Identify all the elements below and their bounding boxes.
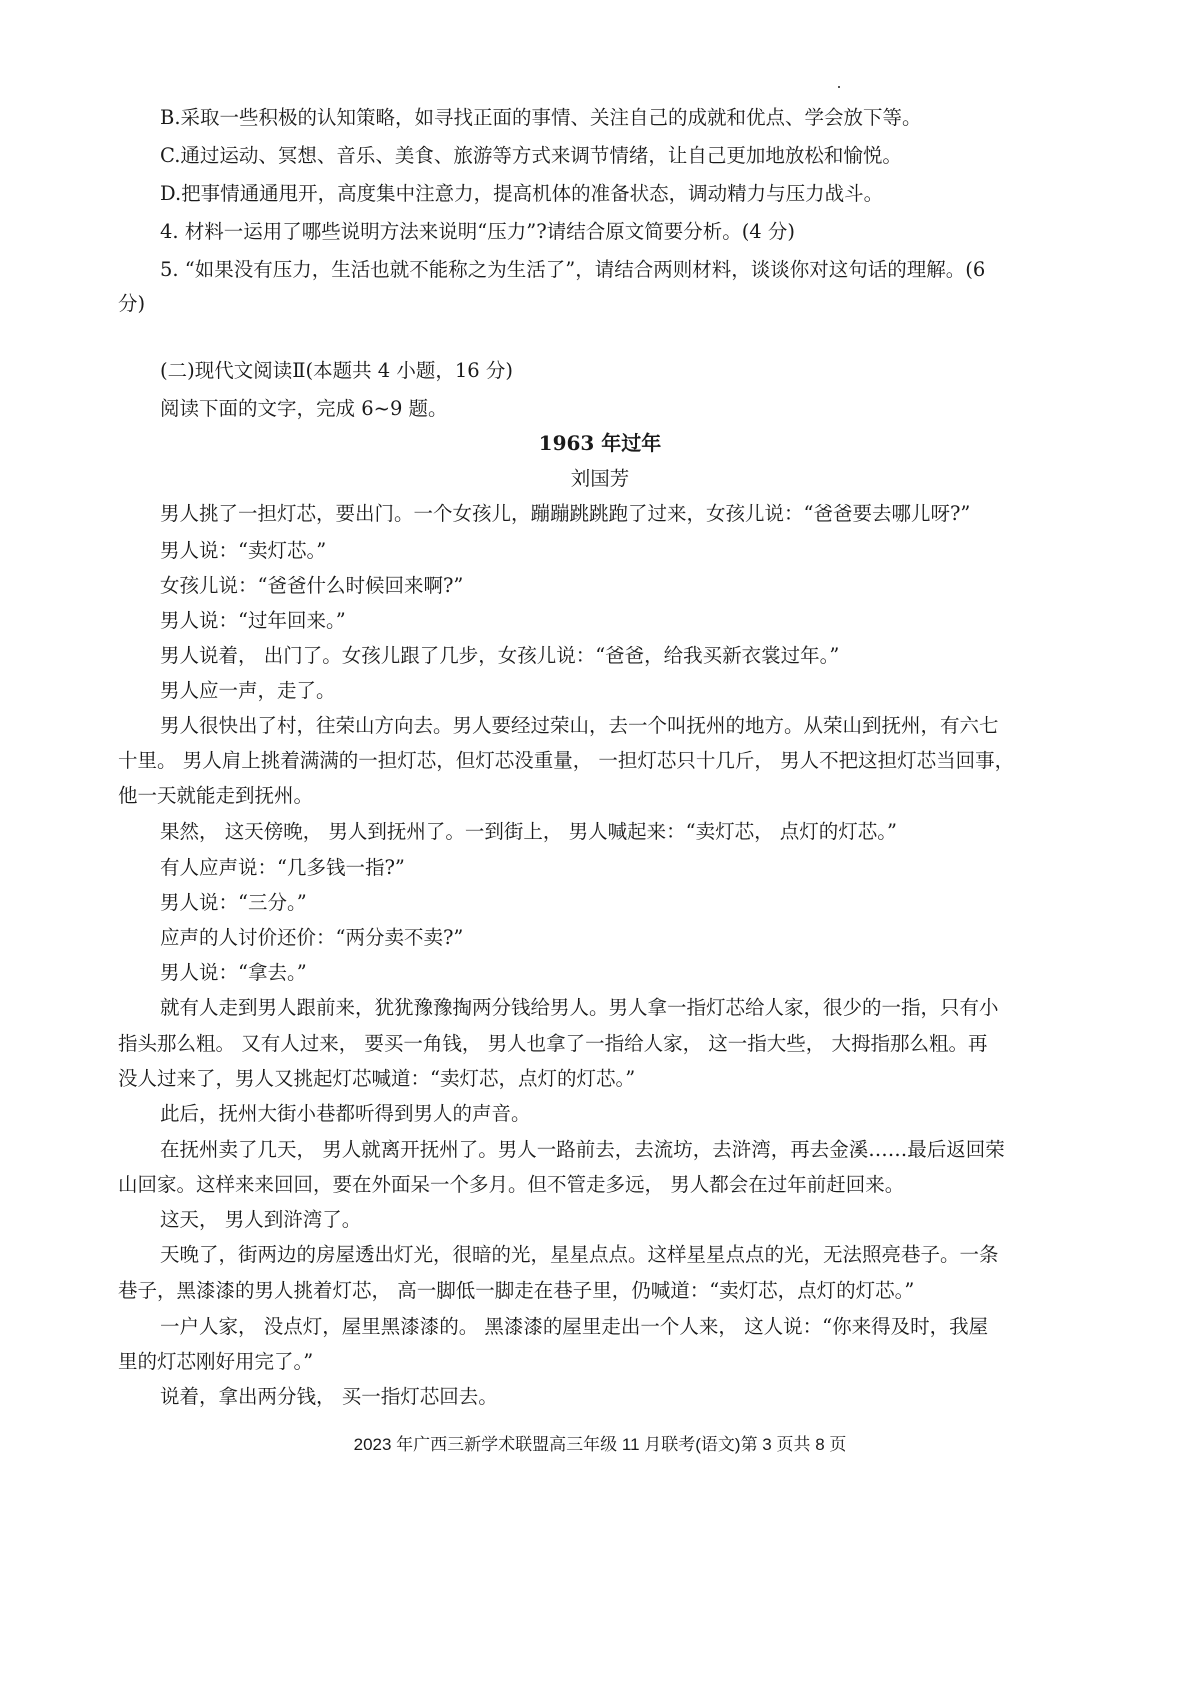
paragraph: 这天， 男人到浒湾了。 xyxy=(160,1208,362,1231)
question-5-cont: 分) xyxy=(118,292,146,315)
option-b: B.采取一些积极的认知策略，如寻找正面的事情、关注自己的成就和优点、学会放下等。 xyxy=(160,106,922,129)
story-title: 1963 年过年 xyxy=(538,431,662,455)
section-heading: (二)现代文阅读Ⅱ(本题共 4 小题，16 分) xyxy=(160,359,513,382)
option-c: C.通过运动、冥想、音乐、美食、旅游等方式来调节情绪，让自己更加地放松和愉悦。 xyxy=(160,144,902,167)
story-author: 刘国芳 xyxy=(570,467,630,490)
paragraph: 果然， 这天傍晚， 男人到抚州了。一到街上， 男人喊起来：“卖灯芯， 点灯的灯芯。” xyxy=(160,820,897,843)
paragraph: 就有人走到男人跟前来，犹犹豫豫掏两分钱给男人。男人拿一指灯芯给人家，很少的一指，只有小 xyxy=(160,996,999,1019)
paragraph-cont: 没人过来了，男人又挑起灯芯喊道：“卖灯芯，点灯的灯芯。” xyxy=(118,1067,636,1090)
paragraph-cont: 巷子，黑漆漆的男人挑着灯芯， 高一脚低一脚走在巷子里，仍喊道：“卖灯芯，点灯的灯芯。” xyxy=(118,1279,915,1302)
scan-speck xyxy=(838,86,840,88)
paragraph: 男人说：“卖灯芯。” xyxy=(160,539,327,562)
paragraph-cont: 指头那么粗。 又有人过来， 要买一角钱， 男人也拿了一指给人家， 这一指大些， 大拇指那么粗。再 xyxy=(118,1032,988,1055)
section-instruction: 阅读下面的文字，完成 6~9 题。 xyxy=(160,397,448,420)
paragraph: 男人说：“拿去。” xyxy=(160,961,307,984)
paragraph: 女孩儿说：“爸爸什么时候回来啊?” xyxy=(160,574,464,597)
paragraph: 在抚州卖了几天， 男人就离开抚州了。男人一路前去，去流坊，去浒湾，再去金溪……最后返回荣 xyxy=(160,1138,1005,1161)
paragraph-cont: 他一天就能走到抚州。 xyxy=(118,784,314,807)
paragraph: 有人应声说：“几多钱一指?” xyxy=(160,856,405,879)
paragraph: 男人说：“过年回来。” xyxy=(160,609,346,632)
option-d: D.把事情通通甩开，高度集中注意力，提高机体的准备状态，调动精力与压力战斗。 xyxy=(160,182,884,205)
page-footer: 2023 年广西三新学术联盟高三年级 11 月联考(语文)第 3 页共 8 页 xyxy=(353,1435,847,1454)
paragraph: 应声的人讨价还价：“两分卖不卖?” xyxy=(160,926,464,949)
paragraph: 一户人家， 没点灯，屋里黑漆漆的。 黑漆漆的屋里走出一个人来， 这人说：“你来得及时，我屋 xyxy=(160,1315,989,1338)
paragraph: 男人说：“三分。” xyxy=(160,891,307,914)
paragraph: 男人应一声，走了。 xyxy=(160,679,336,702)
paragraph-cont: 山回家。这样来来回回，要在外面呆一个多月。但不管走多远， 男人都会在过年前赶回来。 xyxy=(118,1173,905,1196)
question-5: 5. “如果没有压力，生活也就不能称之为生活了”，请结合两则材料，谈谈你对这句话的理解。(6 xyxy=(160,258,986,281)
paragraph: 男人很快出了村，往荣山方向去。男人要经过荣山，去一个叫抚州的地方。从荣山到抚州，有六七 xyxy=(160,714,999,737)
paragraph: 此后，抚州大街小巷都听得到男人的声音。 xyxy=(160,1102,531,1125)
paragraph-cont: 十里。 男人肩上挑着满满的一担灯芯，但灯芯没重量， 一担灯芯只十几斤， 男人不把这担灯芯当回事， xyxy=(118,749,1015,772)
paragraph: 说着，拿出两分钱， 买一指灯芯回去。 xyxy=(160,1385,498,1408)
paragraph: 男人说着， 出门了。女孩儿跟了几步，女孩儿说：“爸爸，给我买新衣裳过年。” xyxy=(160,644,840,667)
paragraph-cont: 里的灯芯刚好用完了。” xyxy=(118,1350,314,1373)
question-4: 4. 材料一运用了哪些说明方法来说明“压力”?请结合原文简要分析。(4 分) xyxy=(160,220,796,243)
paragraph: 男人挑了一担灯芯，要出门。一个女孩儿，蹦蹦跳跳跑了过来，女孩儿说：“爸爸要去哪儿呀?” xyxy=(160,502,971,525)
paragraph: 天晚了，街两边的房屋透出灯光，很暗的光，星星点点。这样星星点点的光，无法照亮巷子。一条 xyxy=(160,1243,999,1266)
